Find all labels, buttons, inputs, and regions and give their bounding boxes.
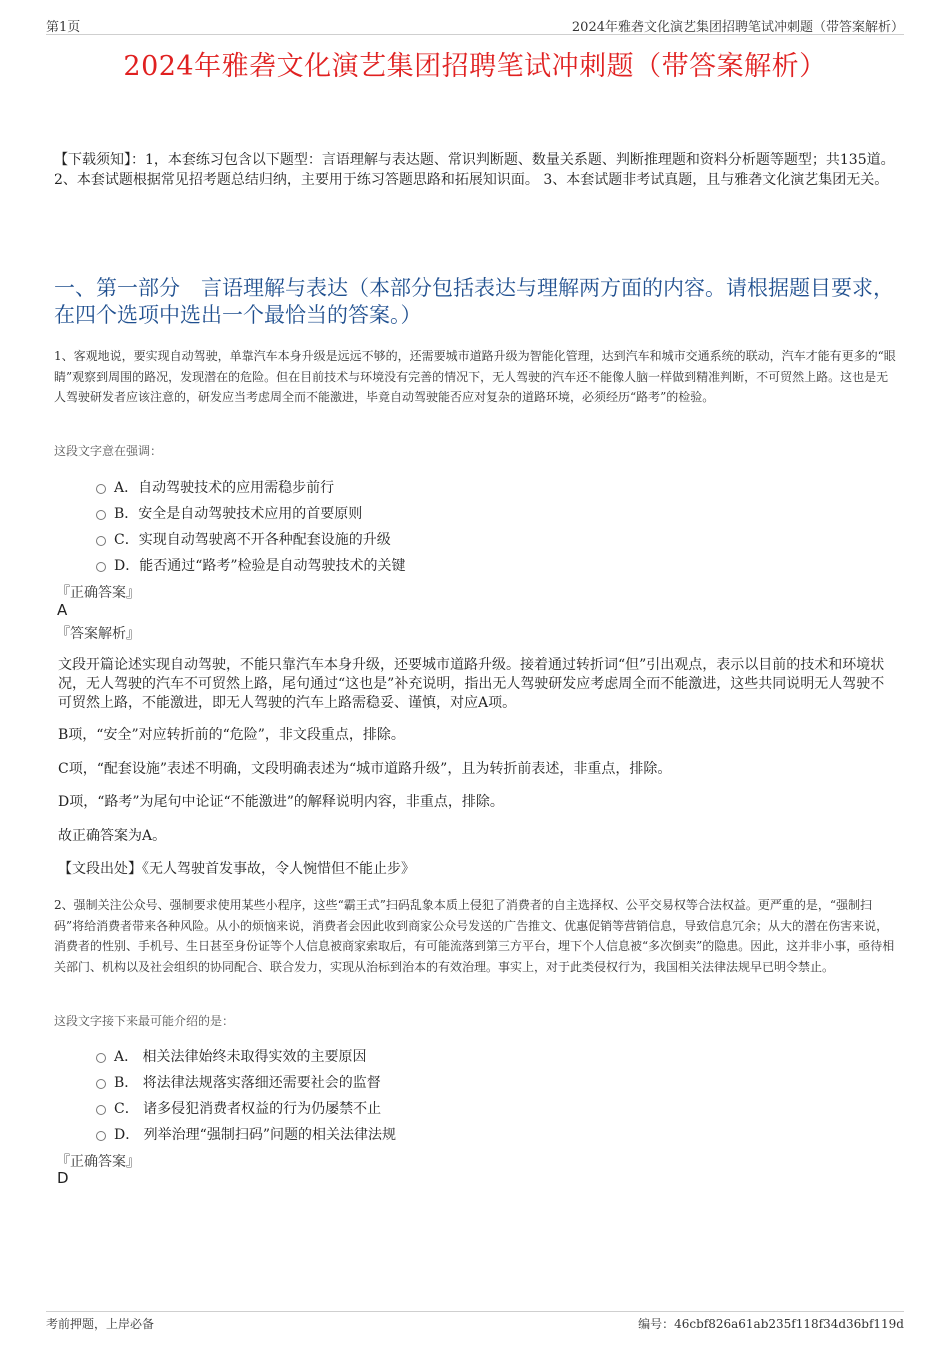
question-1-analysis-label: 『答案解析』 bbox=[56, 626, 140, 642]
radio-icon[interactable] bbox=[96, 1079, 106, 1089]
analysis-paragraph: 文段开篇论述实现自动驾驶，不能只靠汽车本身升级，还要城市道路升级。接着通过转折词“但”引出观点，表示以目前的技术和环境状况，无人驾驶的汽车不可贸然上路，尾句通过“这也是”补充说明，指出无人驾驶研发应考虑周全而不能激进，这些共同说明无人驾驶不可贸然上路，不能激进，即无人驾驶的汽车上路需稳妥、谨慎，对应A项。 bbox=[58, 657, 885, 711]
footer-divider bbox=[46, 1311, 904, 1312]
question-2-answer: D bbox=[57, 1169, 69, 1187]
document-title: 2024年雅砻文化演艺集团招聘笔试冲刺题（带答案解析） bbox=[123, 51, 827, 82]
radio-icon[interactable] bbox=[96, 1105, 106, 1115]
option-label: A．自动驾驶技术的应用需稳步前行 bbox=[114, 480, 335, 496]
analysis-conclusion: 故正确答案为A。 bbox=[58, 828, 167, 844]
download-notice: 【下载须知】：1，本套练习包含以下题型：言语理解与表达题、常识判断题、数量关系题、判断推理题和资料分析题等题型；共135道。 2、本套试题根据常见招考题总结归纳，主要用于练习答题思路和拓展知识面。 3、本套试题非考试真题，且与雅砻文化演艺集团无关。 bbox=[54, 152, 895, 188]
option-label: B．安全是自动驾驶技术应用的首要原则 bbox=[114, 506, 363, 522]
question-2-passage: 2、强制关注公众号、强制要求使用某些小程序，这些“霸王式”扫码乱象本质上侵犯了消费者的自主选择权、公平交易权等合法权益。更严重的是，“强制扫码”将给消费者带来各种风险。从小的烦恼来说，消费者会因此收到商家公众号发送的广告推文、优惠促销等营销信息，导致信息冗余；从大的潜在伤害来说，消费者的性别、手机号、生日甚至身份证等个人信息被商家索取后，有可能流落到第三方平台，埋下个人信息被“多次倒卖”的隐患。因此，这并非小事，亟待相关部门、机构以及社会组织的协同配合、联合发力，实现从治标到治本的有效治理。事实上，对于此类侵权行为，我国相关法律法规早已明令禁止。 bbox=[54, 898, 895, 974]
footer-slogan: 考前押题，上岸必备 bbox=[46, 1317, 155, 1331]
question-2-prompt: 这段文字接下来最可能介绍的是： bbox=[54, 1014, 235, 1028]
question-1-prompt: 这段文字意在强调： bbox=[54, 444, 163, 458]
question-2-option-d[interactable] bbox=[96, 1124, 396, 1144]
radio-icon[interactable] bbox=[96, 1053, 106, 1063]
radio-icon[interactable] bbox=[96, 536, 106, 546]
running-header-title: 2024年雅砻文化演艺集团招聘笔试冲刺题（带答案解析） bbox=[571, 20, 904, 35]
radio-icon[interactable] bbox=[96, 484, 106, 494]
analysis-source: 【文段出处】《无人驾驶首发事故，令人惋惜但不能止步》 bbox=[58, 861, 415, 877]
question-1-option-b[interactable] bbox=[96, 503, 362, 523]
option-label: C．实现自动驾驶离不开各种配套设施的升级 bbox=[114, 532, 391, 548]
radio-icon[interactable] bbox=[96, 510, 106, 520]
analysis-paragraph: D项，“路考”为尾句中论证“不能激进”的解释说明内容，非重点，排除。 bbox=[58, 794, 504, 810]
option-label: B． 将法律法规落实落细还需要社会的监督 bbox=[114, 1075, 381, 1091]
question-2-option-c[interactable] bbox=[96, 1098, 381, 1118]
option-label: A． 相关法律始终未取得实效的主要原因 bbox=[114, 1049, 367, 1065]
question-1-answer-label: 『正确答案』 bbox=[56, 585, 140, 601]
footer-document-id: 编号：46cbf826a61ab235f118f34d36bf119d bbox=[638, 1317, 904, 1331]
option-label: D． 列举治理“强制扫码”问题的相关法律法规 bbox=[114, 1127, 396, 1143]
header-divider bbox=[46, 34, 904, 35]
question-1-answer: A bbox=[57, 601, 68, 619]
section-title: 一、第一部分 言语理解与表达（本部分包括表达与理解两方面的内容。请根据题目要求，在四个选项中选出一个最恰当的答案。） bbox=[54, 276, 894, 327]
analysis-paragraph: B项，“安全”对应转折前的“危险”，非文段重点，排除。 bbox=[58, 727, 405, 743]
option-label: C． 诸多侵犯消费者权益的行为仍屡禁不止 bbox=[114, 1101, 382, 1117]
radio-icon[interactable] bbox=[96, 1131, 106, 1141]
radio-icon[interactable] bbox=[96, 562, 106, 572]
question-2-answer-label: 『正确答案』 bbox=[56, 1154, 140, 1170]
analysis-paragraph: C项，“配套设施”表述不明确，文段明确表述为“城市道路升级”，且为转折前表述，非重点，排除。 bbox=[58, 761, 672, 777]
page-number: 第1页 bbox=[46, 20, 81, 35]
question-2-option-b[interactable] bbox=[96, 1072, 381, 1092]
question-1-option-d[interactable] bbox=[96, 555, 406, 575]
question-1-option-a[interactable] bbox=[96, 477, 334, 497]
question-1-option-c[interactable] bbox=[96, 529, 391, 549]
option-label: D．能否通过“路考”检验是自动驾驶技术的关键 bbox=[114, 558, 406, 574]
question-1-passage: 1、客观地说，要实现自动驾驶，单靠汽车本身升级是远远不够的，还需要城市道路升级为智能化管理，达到汽车和城市交通系统的联动，汽车才能有更多的“眼睛”观察到周围的路况，发现潜在的危险。但在目前技术与环境没有完善的情况下，无人驾驶的汽车还不能像人脑一样做到精准判断，不可贸然上路。这也是无人驾驶研发者应该注意的，研发应当考虑周全而不能激进，毕竟自动驾驶能否应对复杂的道路环境，必须经历“路考”的检验。 bbox=[54, 349, 896, 404]
question-2-option-a[interactable] bbox=[96, 1046, 367, 1066]
